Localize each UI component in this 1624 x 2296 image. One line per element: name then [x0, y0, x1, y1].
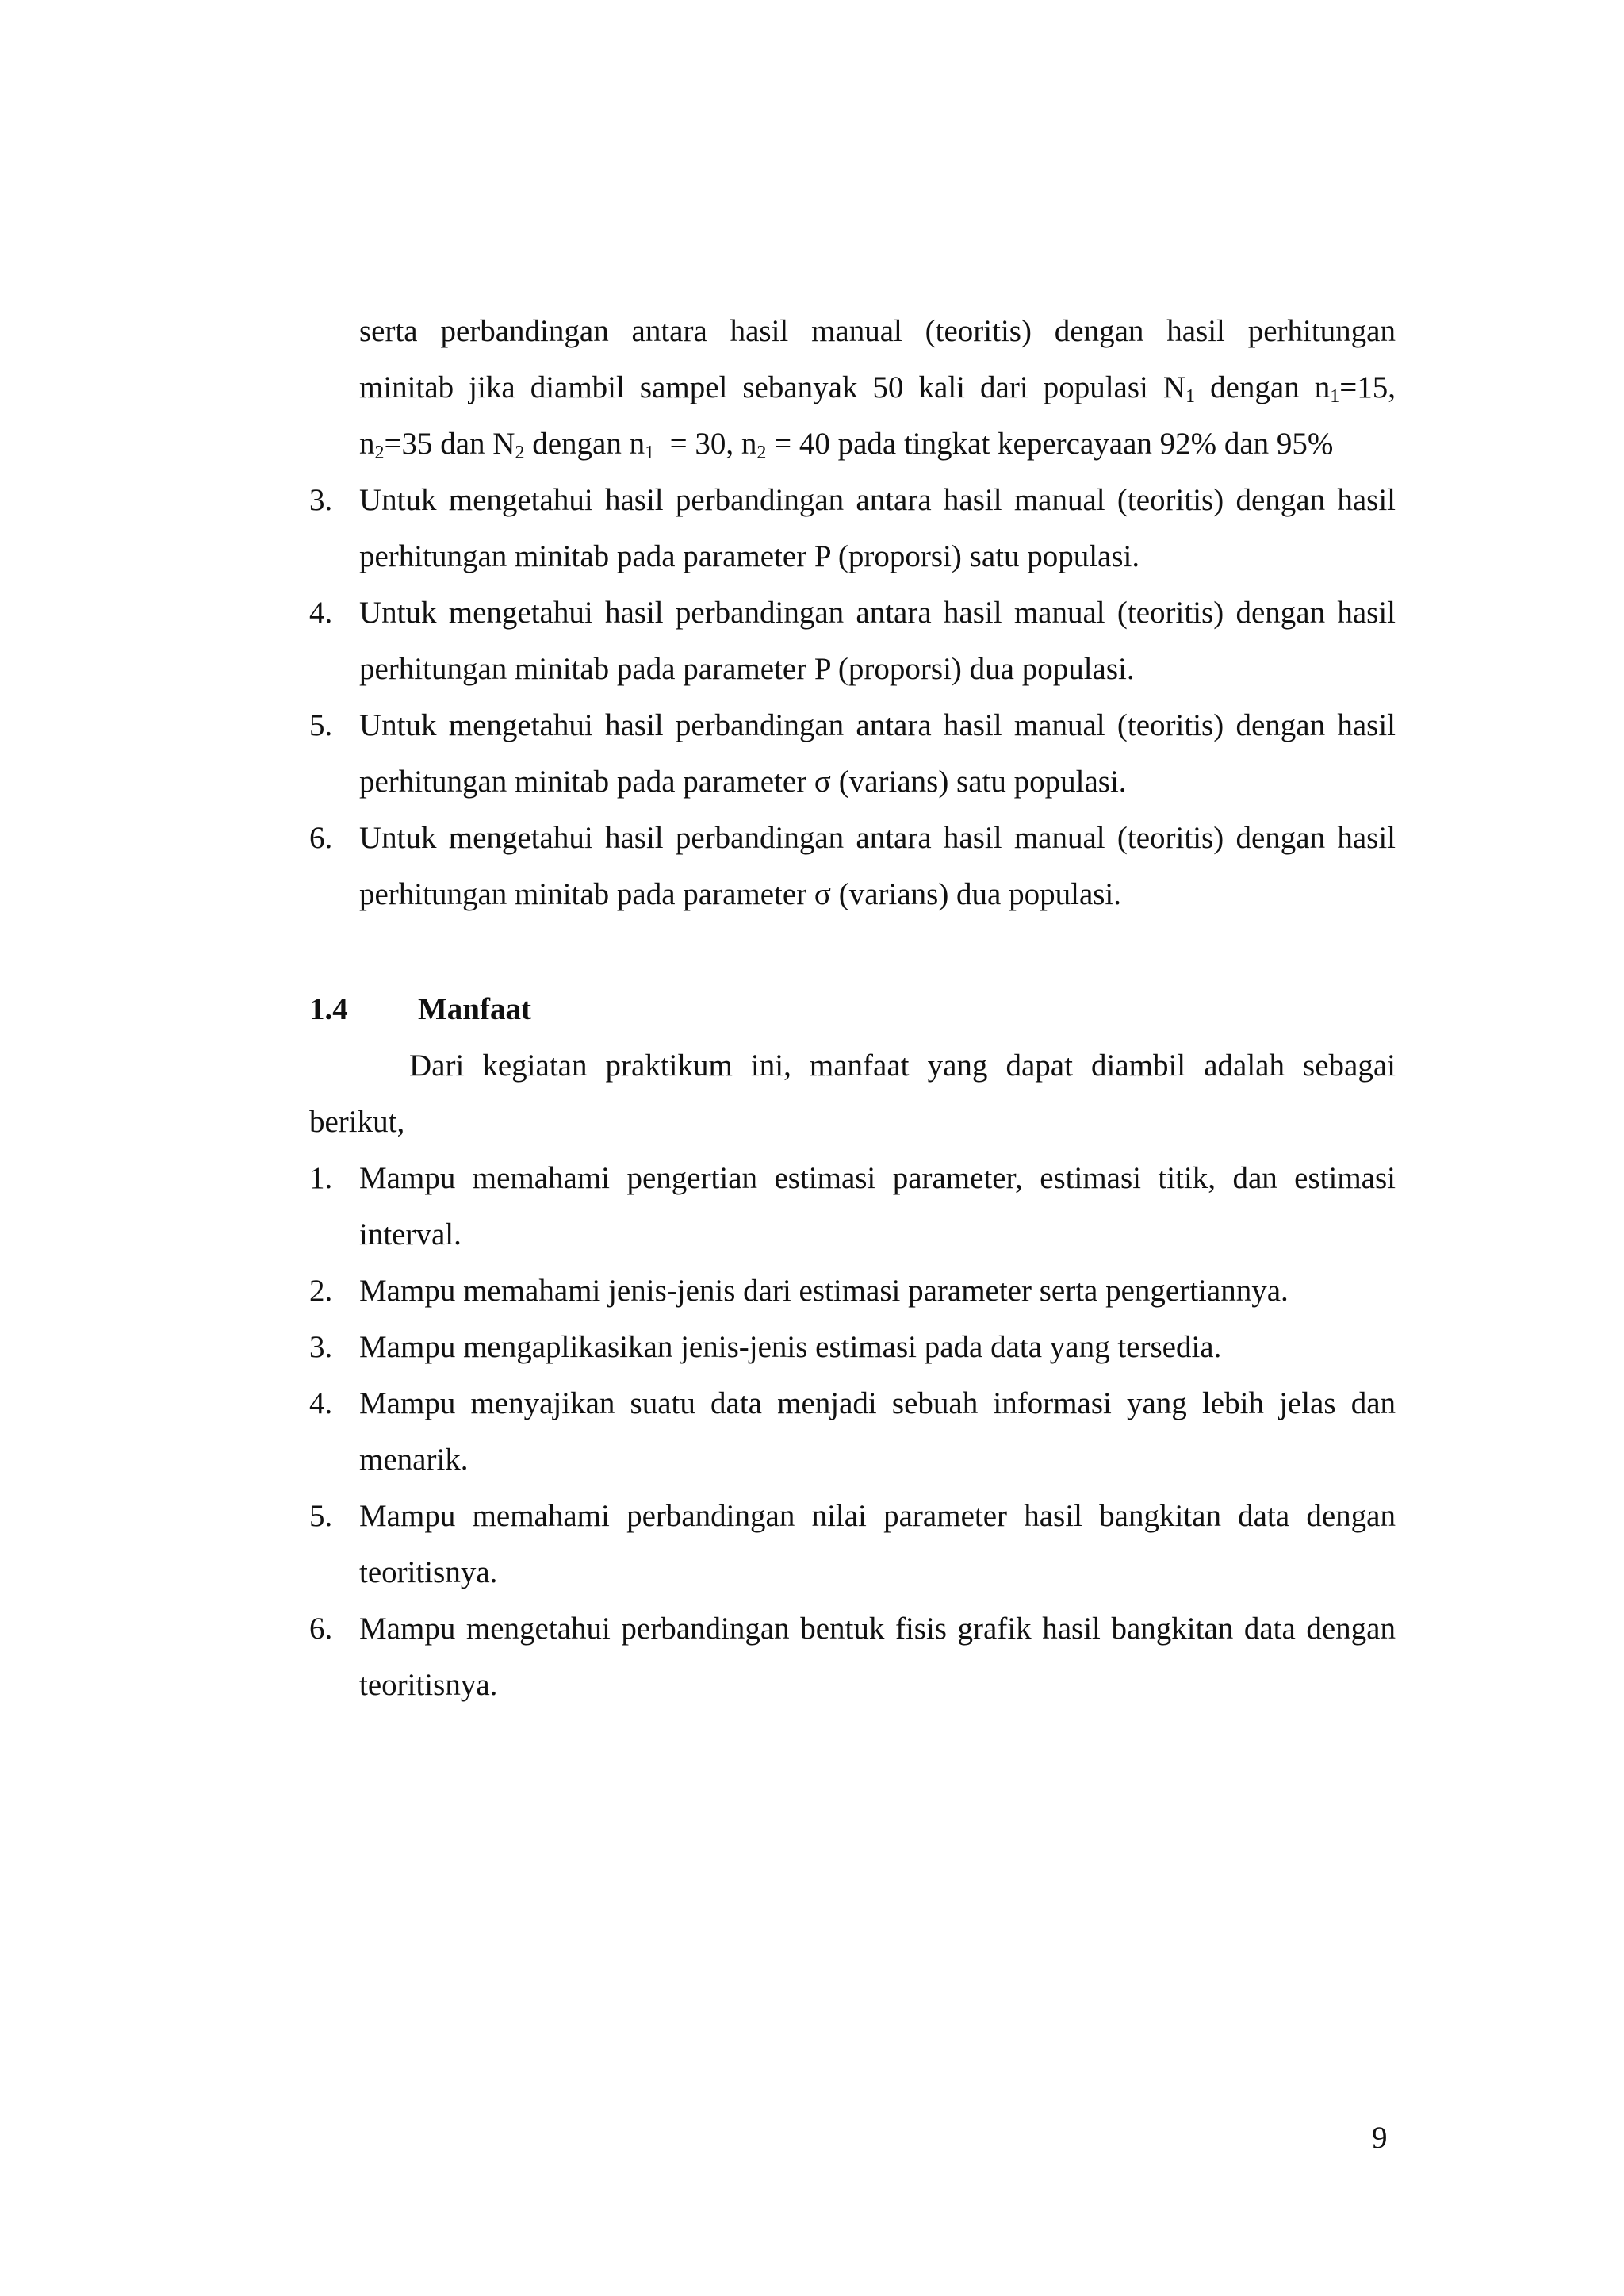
list-item: [309, 810, 1396, 922]
subscript: 2: [374, 443, 385, 463]
list-number: 3.: [309, 483, 333, 517]
objectives-list: [309, 472, 1396, 922]
section-heading: [309, 981, 531, 1037]
list-text: Mampu mengetahui perbandingan bentuk fisis grafik hasil bangkitan data dengan teoritisnya.: [359, 1612, 1396, 1702]
text-run: minitab jika diambil sampel sebanyak 50 kali dari populasi N: [359, 370, 1186, 404]
subscript: 2: [756, 443, 767, 463]
section-title: Manfaat: [418, 992, 531, 1026]
list-item: [309, 1600, 1396, 1713]
list-number: 2.: [309, 1274, 333, 1308]
continuation-paragraph: [309, 303, 1396, 472]
text-run: = 40 pada tingkat kepercayaan 92% dan 95%: [766, 427, 1334, 461]
list-number: 5.: [309, 708, 333, 742]
list-item: [309, 1488, 1396, 1600]
list-text: Mampu menyajikan suatu data menjadi sebuah informasi yang lebih jelas dan menarik.: [359, 1386, 1396, 1477]
benefits-list: [309, 1150, 1396, 1713]
continuation-line-3: [359, 416, 1396, 472]
subscript: 2: [515, 443, 525, 463]
list-text: Mampu memahami jenis-jenis dari estimasi parameter serta pengertiannya.: [359, 1274, 1289, 1308]
list-item: [309, 1375, 1396, 1488]
list-text: Mampu mengaplikasikan jenis-jenis estimasi pada data yang tersedia.: [359, 1330, 1222, 1364]
continuation-line-2: [359, 359, 1396, 416]
list-item: [309, 697, 1396, 810]
list-item: [309, 585, 1396, 697]
subscript: 1: [1330, 386, 1340, 407]
list-text: Untuk mengetahui hasil perbandingan antara hasil manual (teoritis) dengan hasil perhitungan minitab pada parameter P (proporsi) dua populasi.: [359, 596, 1396, 686]
list-text: Mampu memahami perbandingan nilai parameter hasil bangkitan data dengan teoritisnya.: [359, 1499, 1396, 1589]
subscript: 1: [1185, 386, 1196, 407]
list-text: Untuk mengetahui hasil perbandingan antara hasil manual (teoritis) dengan hasil perhitungan minitab pada parameter σ (varians) dua populasi.: [359, 821, 1396, 911]
text-run: =35 dan N: [384, 427, 515, 461]
page-number: 9: [1372, 2121, 1388, 2155]
section-number: 1.4: [309, 992, 348, 1026]
list-number: 3.: [309, 1330, 333, 1364]
list-text: Mampu memahami pengertian estimasi parameter, estimasi titik, dan estimasi interval.: [359, 1161, 1396, 1251]
list-item: [309, 1319, 1396, 1375]
list-text: Untuk mengetahui hasil perbandingan antara hasil manual (teoritis) dengan hasil perhitungan minitab pada parameter P (proporsi) satu populasi.: [359, 483, 1396, 573]
subscript: 1: [645, 443, 655, 463]
text-run: n: [359, 427, 375, 461]
text-run: dengan n: [1195, 370, 1331, 404]
list-number: 5.: [309, 1499, 333, 1533]
continuation-line-1: serta perbandingan antara hasil manual (teoritis) dengan hasil perhitungan: [359, 314, 1396, 348]
text-run: = 30, n: [654, 427, 757, 461]
list-number: 4.: [309, 1386, 333, 1420]
list-number: 6.: [309, 821, 333, 855]
list-item: [309, 1150, 1396, 1263]
intro-paragraph: Dari kegiatan praktikum ini, manfaat yang dapat diambil adalah sebagai berikut,: [309, 1048, 1396, 1139]
text-run: dengan n: [524, 427, 645, 461]
list-number: 1.: [309, 1161, 333, 1195]
text-run: =15,: [1339, 370, 1396, 404]
list-item: [309, 472, 1396, 585]
list-text: Untuk mengetahui hasil perbandingan antara hasil manual (teoritis) dengan hasil perhitungan minitab pada parameter σ (varians) satu populasi.: [359, 708, 1396, 799]
list-number: 4.: [309, 596, 333, 630]
list-number: 6.: [309, 1612, 333, 1646]
list-item: [309, 1263, 1396, 1319]
